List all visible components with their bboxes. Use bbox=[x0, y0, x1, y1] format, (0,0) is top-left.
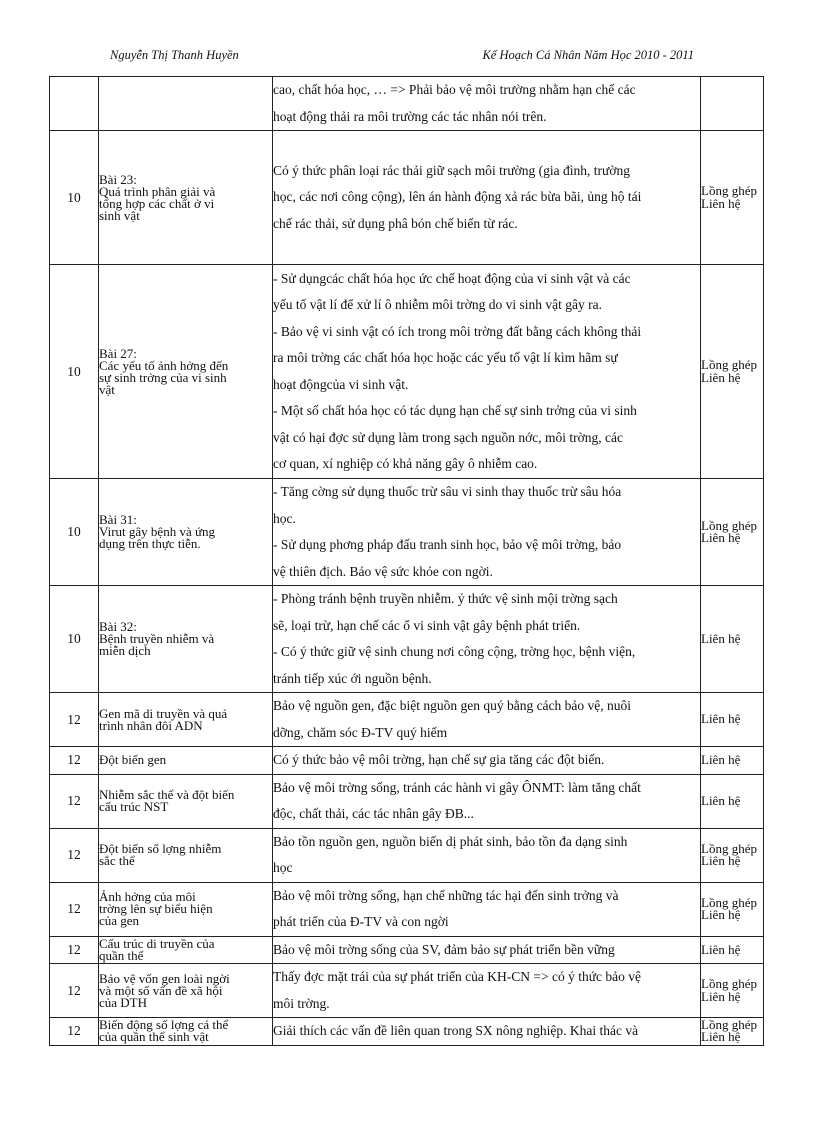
grade-cell: 12 bbox=[50, 1018, 99, 1046]
method-line: Liên hệ bbox=[701, 907, 741, 922]
lesson-line: Virut gây bệnh và ứng bbox=[99, 524, 216, 539]
method-line: Lồng ghép bbox=[701, 183, 757, 198]
lesson-line: miễn dịch bbox=[99, 643, 151, 658]
lesson-cell bbox=[99, 479, 273, 586]
lesson-line: Quá trình phân giải và bbox=[99, 183, 216, 199]
content-line: - Một số chất hóa học có tác dụng hạn chế sự sinh trởng của vi sinh bbox=[273, 403, 637, 418]
lesson-line: và một số vấn đề xã hội bbox=[99, 982, 223, 998]
lesson-cell bbox=[99, 265, 273, 479]
content-line: cơ quan, xí nghiệp có khả năng gây ô nhiễm cao. bbox=[273, 456, 538, 471]
grade-cell: 10 bbox=[50, 586, 99, 693]
content-line: học bbox=[273, 860, 293, 875]
content-line: Có ý thức bảo vệ môi trờng, hạn chế sự gia tăng các đột biến. bbox=[273, 752, 605, 767]
content-cell bbox=[273, 936, 701, 964]
lesson-plan-table bbox=[49, 76, 764, 1046]
method-cell bbox=[701, 882, 764, 936]
content-cell bbox=[273, 747, 701, 775]
lesson-cell bbox=[99, 693, 273, 747]
method-line: Lồng ghép bbox=[701, 1017, 757, 1032]
content-line: độc, chất thải, các tác nhân gây ĐB... bbox=[273, 806, 474, 821]
content-line: ra môi trờng các chất hóa học hoặc các yếu tố vật lí kìm hãm sự bbox=[273, 350, 618, 365]
table-row bbox=[50, 747, 764, 775]
grade-cell: 10 bbox=[50, 265, 99, 479]
content-line: cao, chất hóa học, … => Phải bảo vệ môi trường nhằm hạn chế các bbox=[273, 82, 636, 97]
grade-cell: 12 bbox=[50, 936, 99, 964]
lesson-cell bbox=[99, 774, 273, 828]
content-line: học, các nơi công cộng), lên án hành động xả rác bừa bãi, ủng hộ tái bbox=[273, 189, 642, 205]
content-line: - Tăng cờng sử dụng thuốc trừ sâu vi sinh thay thuốc trừ sâu hóa bbox=[273, 484, 622, 499]
content-cell bbox=[273, 265, 701, 479]
lesson-line: của gen bbox=[99, 913, 140, 928]
content-cell bbox=[273, 586, 701, 693]
lesson-line: sắc thể bbox=[99, 853, 135, 868]
lesson-line: Nhiễm sắc thể và đột biến bbox=[99, 787, 235, 802]
method-line: Lồng ghép bbox=[701, 517, 757, 533]
lesson-cell bbox=[99, 77, 273, 131]
table-row bbox=[50, 936, 764, 964]
method-line: Liên hệ bbox=[701, 988, 741, 1004]
lesson-line: Bài 31: bbox=[99, 512, 137, 527]
content-cell bbox=[273, 479, 701, 586]
method-line: Liên hệ bbox=[701, 1029, 741, 1045]
method-line: Liên hệ bbox=[701, 711, 741, 727]
content-line: - Bảo vệ vi sinh vật có ích trong môi trờng đất bằng cách không thải bbox=[273, 323, 642, 339]
lesson-line: Ảnh hởng của môi bbox=[99, 889, 196, 904]
content-line: hoạt động thải ra môi trường các tác nhân nói trên. bbox=[273, 108, 547, 124]
method-line: Lồng ghép bbox=[701, 976, 757, 991]
content-cell bbox=[273, 882, 701, 936]
lesson-line: Biến động số lợng cá thể bbox=[99, 1017, 229, 1033]
lesson-cell bbox=[99, 828, 273, 882]
lesson-cell bbox=[99, 964, 273, 1018]
lesson-line: trờng lên sự biểu hiện bbox=[99, 901, 213, 916]
method-line: Lồng ghép bbox=[701, 894, 757, 910]
content-cell bbox=[273, 693, 701, 747]
content-cell bbox=[273, 774, 701, 828]
method-line: Liên hệ bbox=[701, 792, 741, 808]
grade-cell: 12 bbox=[50, 882, 99, 936]
lesson-line: dụng trên thực tiễn. bbox=[99, 536, 201, 551]
lesson-cell bbox=[99, 882, 273, 936]
content-line: Bảo vệ môi trờng sống của SV, đảm bảo sự phát triển bền vững bbox=[273, 941, 615, 957]
content-line: môi trờng. bbox=[273, 995, 330, 1011]
lesson-cell bbox=[99, 936, 273, 964]
content-cell bbox=[273, 1018, 701, 1046]
header-plan-title: Kế Hoạch Cá Nhân Năm Học 2010 - 2011 bbox=[482, 48, 694, 62]
lesson-line: tổng hợp các chất ở vi bbox=[99, 195, 215, 211]
lesson-cell bbox=[99, 747, 273, 775]
content-line: hoạt độngcủa vi sinh vật. bbox=[273, 376, 409, 392]
method-cell bbox=[701, 131, 764, 265]
lesson-line: của DTH bbox=[99, 994, 148, 1010]
grade-cell: 12 bbox=[50, 828, 99, 882]
table-row bbox=[50, 882, 764, 936]
lesson-line: quần thể bbox=[99, 947, 144, 963]
method-cell bbox=[701, 586, 764, 693]
content-line: Bảo vệ môi trờng sống, tránh các hành vi gây ÔNMT: làm tăng chất bbox=[273, 779, 641, 795]
method-cell bbox=[701, 964, 764, 1018]
header-author: Nguyễn Thị Thanh Huyền bbox=[110, 48, 239, 62]
content-line: dỡng, chăm sóc Đ-TV quý hiếm bbox=[273, 724, 448, 740]
table-row bbox=[50, 77, 764, 131]
method-cell bbox=[701, 828, 764, 882]
method-line: Liên hệ bbox=[701, 630, 741, 646]
method-line: Lồng ghép bbox=[701, 840, 757, 856]
table-row bbox=[50, 586, 764, 693]
method-line: Liên hệ bbox=[701, 752, 741, 767]
table-row bbox=[50, 131, 764, 265]
content-line: vệ thiên địch. Bảo vệ sức khỏe con ngời. bbox=[273, 563, 493, 579]
method-cell bbox=[701, 693, 764, 747]
content-line: Có ý thức phân loại rác thải giữ sạch môi trường (gia đình, trường bbox=[273, 162, 630, 178]
table-row bbox=[50, 479, 764, 586]
grade-cell: 12 bbox=[50, 774, 99, 828]
content-line: - Sử dụng phơng pháp đấu tranh sinh học, bảo vệ môi trờng, bảo bbox=[273, 537, 622, 552]
content-line: vật có hại đợc sử dụng làm trong sạch nguồn nớc, môi trờng, các bbox=[273, 429, 624, 445]
table-row bbox=[50, 964, 764, 1018]
content-line: Bảo tồn nguồn gen, nguồn biến dị phát sinh, bảo tồn đa dạng sinh bbox=[273, 833, 628, 849]
content-line: học. bbox=[273, 510, 296, 526]
method-line: Liên hệ bbox=[701, 853, 741, 868]
grade-cell: 12 bbox=[50, 693, 99, 747]
lesson-cell bbox=[99, 131, 273, 265]
lesson-line: Cấu trúc di truyền của bbox=[99, 936, 215, 951]
content-line: chế rác thải, sử dụng phâ bón chế biến từ rác. bbox=[273, 215, 518, 231]
lesson-line: sinh vật bbox=[99, 207, 140, 223]
method-cell bbox=[701, 1018, 764, 1046]
method-line: Lồng ghép bbox=[701, 357, 757, 372]
method-cell bbox=[701, 774, 764, 828]
method-cell bbox=[701, 479, 764, 586]
lesson-line: sự sinh trởng của vi sinh bbox=[99, 369, 227, 385]
grade-cell: 12 bbox=[50, 964, 99, 1018]
lesson-line: vật bbox=[99, 381, 115, 397]
method-line: Liên hệ bbox=[701, 369, 741, 385]
lesson-line: của quần thể sinh vật bbox=[99, 1029, 209, 1045]
content-line: tránh tiếp xúc ới nguồn bệnh. bbox=[273, 670, 432, 686]
method-cell bbox=[701, 265, 764, 479]
method-cell bbox=[701, 936, 764, 964]
lesson-line: Bệnh truyền nhiễm và bbox=[99, 631, 215, 646]
lesson-line: Đột biến số lợng nhiễm bbox=[99, 841, 222, 856]
content-line: Bảo vệ môi trờng sống, hạn chế những tác hại đến sinh trởng và bbox=[273, 887, 619, 903]
table-row bbox=[50, 774, 764, 828]
content-line: - Sử dụngcác chất hóa học ức chế hoạt động của vi sinh vật và các bbox=[273, 270, 631, 286]
content-cell bbox=[273, 828, 701, 882]
content-cell bbox=[273, 131, 701, 265]
method-line: Liên hệ bbox=[701, 195, 741, 211]
lesson-line: Bài 23: bbox=[99, 171, 137, 187]
grade-cell: 10 bbox=[50, 131, 99, 265]
content-cell bbox=[273, 964, 701, 1018]
content-cell bbox=[273, 77, 701, 131]
grade-cell: 12 bbox=[50, 747, 99, 775]
lesson-line: cấu trúc NST bbox=[99, 799, 169, 814]
method-line: Liên hệ bbox=[701, 941, 741, 957]
table-row bbox=[50, 1018, 764, 1046]
content-line: yếu tố vật lí để xử lí ô nhiễm môi trờng do vi sinh vật gây ra. bbox=[273, 297, 603, 312]
lesson-line: Các yếu tố ảnh hởng đến bbox=[99, 357, 229, 373]
content-line: - Phòng tránh bệnh truyền nhiễm. ý thức vệ sinh mội trờng sạch bbox=[273, 591, 618, 606]
table-row bbox=[50, 828, 764, 882]
lesson-line: Bảo vệ vốn gen loài ngời bbox=[99, 970, 230, 986]
content-line: Giải thích các vấn đề liên quan trong SX nông nghiệp. Khai thác và bbox=[273, 1023, 639, 1038]
content-line: phát triển của Đ-TV và con ngời bbox=[273, 914, 449, 929]
table-row bbox=[50, 693, 764, 747]
content-line: sẽ, loại trừ, hạn chế các ổ vi sinh vật gây bệnh phát triển. bbox=[273, 617, 581, 633]
lesson-cell bbox=[99, 1018, 273, 1046]
lesson-line: Đột biến gen bbox=[99, 752, 167, 768]
lesson-line: Bài 27: bbox=[99, 345, 137, 361]
content-line: Thấy đợc mặt trái của sự phát triển của KH-CN => có ý thức bảo vệ bbox=[273, 969, 642, 984]
lesson-line: Bài 32: bbox=[99, 619, 137, 634]
lesson-line: Gen mã di truyền và quá bbox=[99, 705, 228, 721]
method-cell bbox=[701, 77, 764, 131]
method-line: Liên hệ bbox=[701, 530, 741, 545]
grade-cell: 10 bbox=[50, 479, 99, 586]
lesson-line: trình nhân đôi ADN bbox=[99, 717, 203, 733]
table-row bbox=[50, 265, 764, 479]
content-line: Bảo vệ nguồn gen, đặc biệt nguồn gen quý bằng cách bảo vệ, nuôi bbox=[273, 698, 632, 713]
content-line: - Có ý thức giữ vệ sinh chung nơi công cộng, trờng học, bệnh viện, bbox=[273, 644, 636, 659]
lesson-cell bbox=[99, 586, 273, 693]
grade-cell bbox=[50, 77, 99, 131]
method-cell bbox=[701, 747, 764, 775]
